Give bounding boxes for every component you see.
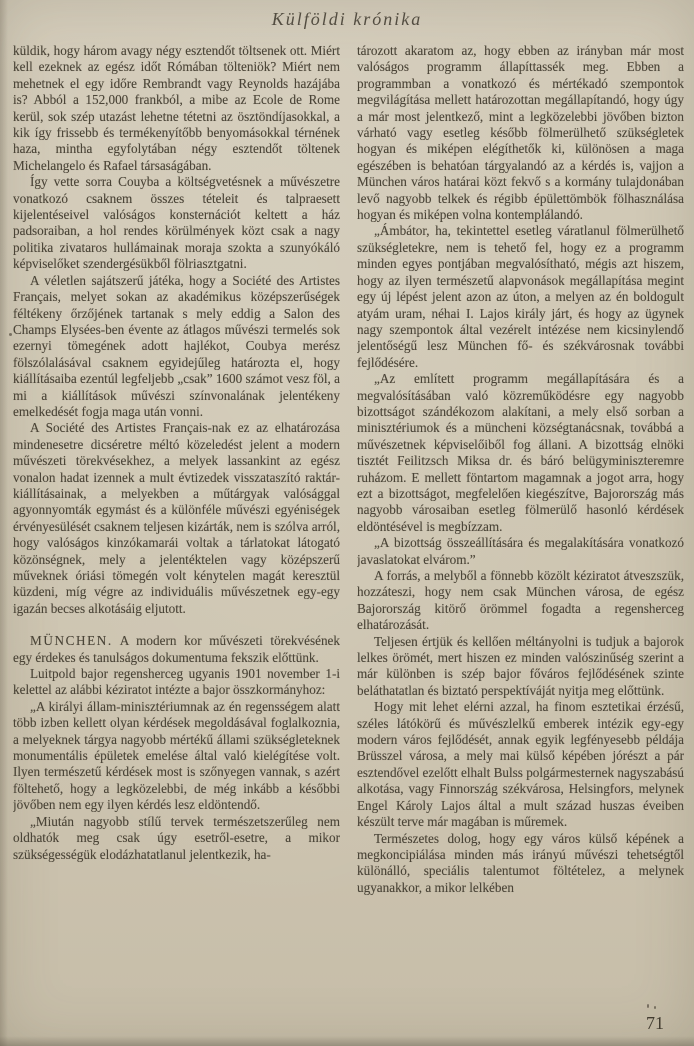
paragraph — [357, 371, 684, 535]
paragraph — [357, 535, 684, 568]
paragraph-text: Természetes dolog, hogy egy város külső képének a megkoncipiálása minden más irányú művészi tehetségtől különálló, speciális talentumot föltételez, a melynek ugyanakkor, a mikor lelkében — [357, 830, 684, 895]
paragraph — [13, 666, 340, 699]
paragraph — [357, 43, 684, 223]
scan-edge-shadow-bottom — [0, 1036, 694, 1046]
left-column — [13, 43, 340, 1008]
paragraph-text: Luitpold bajor regensherceg ugyanis 1901 november 1-i kelettel az alábbi kéziratot intézte a bajor összkormányhoz: — [13, 666, 340, 698]
paragraph-text: Hogy mit lehet elérni azzal, ha finom esztetikai érzésű, széles látókörű és művészlelkű emberek intézik egy-egy modern város fejlődését, annak egyik legfényesebb példája Brüsszel városa, a mely mai külső képében jórészt a pár esztendővel ezelőtt elhalt Bulss polgármesternek nagyszabású alkotása, vagy Finnország székvárosa, Helsingfors, melynek Engel Károly Lajos által a mult század huszas éveiben készült terve már magában is műremek. — [357, 699, 684, 830]
paragraph — [13, 633, 340, 666]
page-number: 71 — [646, 1013, 664, 1033]
paragraph-text: „Az említett programm megállapítására és a megvalósításában való közreműködésre egy nagyobb bizottságot szándékozom alakítani, a mely első sorban a minisztériumok és a müncheni községtanácsnak, továbbá a művészetnek képviselőiből fog állani. A bizottság elnöki tisztét Feilitzsch Miksa dr. és báró belügyminiszteremre ruházom. E mellett föntartom magamnak a jogot arra, hogy ezt a bizottságot, megfelelően kiegészítve, Bajorország más nagyobb városaiban esetleg fölmerülő hasonló kérdések eldöntésével is megbízzam. — [357, 371, 684, 534]
paragraph — [357, 568, 684, 634]
paragraph — [13, 699, 340, 814]
paragraph-text: „A bizottság összeállítására és megalakítására vonatkozó javaslatokat elvárom.” — [357, 535, 684, 567]
paragraph-text: A véletlen sajátszerű játéka, hogy a Société des Artistes Français, melyet sokan az akadémikus középszerűségek féltékeny őrzőjének tartanak s mely eddig a Salon des Champs Elysées-ben évente az átlagos művészi termelés sok ezernyi tömegének adott hajlékot, Coubya merész fölszólalásával csaknem egyidejűleg határozta el, hogy kiállításaiba ezentúl legfeljebb „csak” 1600 számot vesz föl, a mi a kiállítások művészi színvonalának jelentékeny emelkedését fogja maga után vonni. — [13, 272, 340, 419]
paragraph-text: A forrás, a melyből a fönnebb közölt kéziratot átveszszük, hozzáteszi, hogy nem csak München városa, de egész Bajorország kitörő örömmel fogadta a regensherceg elhatározását. — [357, 568, 684, 633]
paragraph — [357, 831, 684, 897]
paragraph-text: küldik, hogy három avagy négy esztendőt töltsenek ott. Miért kell ezeknek az egész időt Rómában tölteniök? Miért nem mehetnek el egy időre Rembrandt vagy Reynolds hazájába is? Abból a 152,000 frankból, a mibe az Ecole de Rome kerül, sok szép utazást lehetne tétetni az ösztöndíjasokkal, a kik így frissebb és termékenyítőbb benyomásokkal térnének haza, mintha egyfolytában négy esztendőt töltenek Michelangelo és Rafael társaságában. — [13, 43, 340, 173]
paragraph — [13, 174, 340, 272]
paragraph-text: tározott akaratom az, hogy ebben az irányban már most valóságos programm állapíttassék meg. Ebben a programmban a vonatkozó és mértékadó szempontok megvilágítása mellett határozottan megállapítandó, hogy úgy a már most jelentkező, mint a legközelebbi jövőben bizton várható vagy esetleg később fölmerülhető szükségletek hogyan és miképen elégíthetők ki, különösen a maga egészében is behatóan tárgyalandó az a kérdés is, vajjon a München város határai közt fekvő s a kormány tulajdonában levő nagyobb telkek és régibb épülettömbök fölhasználása hogyan és miképen volna kontemplálandó. — [357, 43, 684, 223]
paragraph — [357, 634, 684, 700]
paragraph — [357, 699, 684, 830]
paragraph-text: „Ámbátor, ha, tekintettel esetleg váratlanul fölmerülhető szükségletekre, nem is tehető fel, hogy ez a programm minden egyes pontjában megvalósítható, mégis azt hiszem, hogy az ilyen természetű alapvonások megállapítása megint egy új lépést jelent azon az úton, a melyen az én boldogult atyám uram, néhai I. Lajos király járt, és hogy az ügynek nagy szempontok által vezérelt intézése nem kicsinylendő jelentőségű lesz München fő- és székvárosnak további fejlődésére. — [357, 223, 684, 370]
paragraph — [13, 814, 340, 863]
paragraph — [357, 223, 684, 371]
paragraph-text: „A királyi állam-minisztériumnak az én regensségem alatt több izben kellett olyan kérdések megoldásával foglalkoznia, a melyeknek tárgya nagyobb mértékű állami szükségleteknek monumentális épületek emelése által való kielégítése volt. Ilyen természetű kérdések most is szőnyegen vannak, s azért föltehető, hogy a legközelebbi, de még inkább a későbbi jövőben nem egy ilyen kérdés lesz eldöntendő. — [13, 698, 340, 813]
paragraph-text: Teljesen értjük és kellően méltányolni is tudjuk a bajorok lelkes örömét, mert hiszen ez minden valószinűség szerint a már különben is szép bajor főváros fejlődésének szinte beláthatatlan és biztató perspektíváját nyitja meg előttünk. — [357, 633, 684, 698]
page-title: Külföldi krónika — [271, 9, 423, 29]
paragraph — [13, 43, 340, 174]
paragraph-text: „Miután nagyobb stílű tervek természetszerűleg nem oldhatók meg csak úgy esetről-esetre, a mikor szükségességük elodázhatatlanul jelentkezik, ha- — [13, 813, 340, 862]
paragraph — [13, 273, 340, 421]
paragraph-text: A Société des Artistes Français-nak ez az elhatározása mindenesetre dicséretre méltó közeledést jelent a modern művészeti törekvésekhez, a melyek lassankint az egész vonalon hadat izennek a mult évtizedek visszataszító raktár-kiállításainak, a melyekben a műtárgyak valósággal agyonnyomták egymást és a különféle művészi egyéniségek érvényesülését csaknem teljesen kizárták, nem is szólva arról, hogy valóságos kinzókamarái voltak a tárlatokat látogató közönségnek, mely a jelentéktelen vagy középszerű műveknek óriási tömegén volt kénytelen magát keresztül küzdeni, míg végre az individuális művészetnek egy-egy igazán becses alkotásáig eljutott. — [13, 420, 340, 616]
section-lead: MÜNCHEN. — [30, 633, 113, 649]
paragraph-text: Így vette sorra Couyba a költségvetésnek a művészetre vonatkozó csaknem összes tételeit és talpraesett kijelentéseivel valóságos konsternációt keltett a ház padsoraiban, a hol rendes körülmények közt csak a nagy politika zivataros hullámainak moraja szokta a szunyókáló képviselőket szendergésükből fölriasztgatni. — [13, 174, 340, 272]
paragraph-text: A modern kor művészeti törekvésének egy érdekes és tanulságos dokumentuma fekszik előttünk. — [13, 633, 340, 665]
right-column — [357, 43, 684, 1008]
paragraph — [13, 420, 340, 617]
text-columns — [0, 30, 694, 1008]
